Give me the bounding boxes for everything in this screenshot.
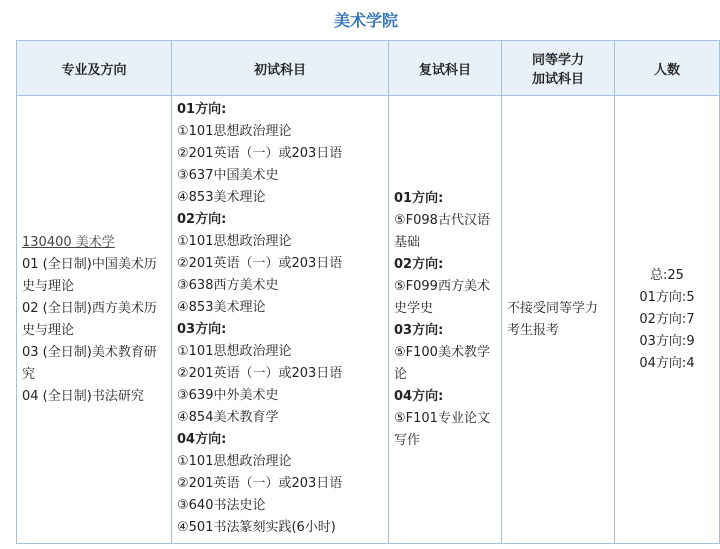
direction-label: 02方向: — [394, 256, 444, 272]
subject-item: ②201英语（一）或203日语 — [177, 366, 343, 381]
major-code-link[interactable]: 130400 美术学 — [22, 234, 115, 250]
direction-label: 04方向: — [394, 388, 444, 404]
major-direction: 03 (全日制)美术教育研究 — [22, 344, 157, 382]
count-direction: 03方向:9 — [639, 333, 695, 349]
major-direction: 02 (全日制)西方美术历史与理论 — [22, 300, 157, 338]
subject-item: ⑤F098古代汉语基础 — [394, 212, 490, 250]
direction-label: 01方向: — [394, 190, 444, 206]
direction-label: 03方向: — [394, 322, 444, 338]
subject-item: ①101思想政治理论 — [177, 454, 292, 469]
direction-label: 04方向: — [177, 432, 227, 447]
major-direction: 01 (全日制)中国美术历史与理论 — [22, 256, 157, 294]
admission-table — [16, 40, 720, 544]
subject-item: ②201英语（一）或203日语 — [177, 146, 343, 161]
table-header-row — [17, 41, 720, 96]
direction-label: 03方向: — [177, 322, 227, 337]
subject-item: ④853美术理论 — [177, 300, 266, 315]
major-direction: 04 (全日制)书法研究 — [22, 388, 144, 404]
subject-item: ④501书法篆刻实践(6小时) — [177, 520, 336, 535]
subject-item: ⑤F101专业论文写作 — [394, 410, 490, 448]
equivalent-cell — [502, 96, 615, 544]
subject-item: ⑤F099西方美术史学史 — [394, 278, 490, 316]
direction-label: 02方向: — [177, 212, 227, 227]
header-equivalent-line2: 加试科目 — [531, 72, 584, 87]
count-direction: 02方向:7 — [639, 311, 695, 327]
retest-subjects-cell — [389, 96, 502, 544]
subject-item: ④853美术理论 — [177, 190, 266, 205]
subject-item: ③638西方美术史 — [177, 278, 279, 293]
subject-item: ①101思想政治理论 — [177, 124, 292, 139]
subject-item: ③640书法史论 — [177, 498, 266, 513]
header-equivalent — [502, 41, 615, 96]
header-retest: 复试科目 — [389, 41, 502, 96]
header-initial: 初试科目 — [172, 41, 389, 96]
table-row — [17, 96, 720, 544]
subject-item: ③637中国美术史 — [177, 168, 279, 183]
header-major: 专业及方向 — [17, 41, 172, 96]
initial-subjects-cell — [172, 96, 389, 544]
subject-item: ⑤F100美术教学论 — [394, 344, 490, 382]
subject-item: ③639中外美术史 — [177, 388, 279, 403]
equivalent-note: 不接受同等学力考生报考 — [507, 300, 599, 338]
header-equivalent-line1: 同等学力 — [531, 53, 584, 68]
count-cell — [615, 96, 720, 544]
subject-item: ②201英语（一）或203日语 — [177, 476, 343, 491]
count-direction: 01方向:5 — [639, 289, 695, 305]
count-total: 总:25 — [650, 267, 684, 283]
subject-item: ②201英语（一）或203日语 — [177, 256, 343, 271]
subject-item: ①101思想政治理论 — [177, 344, 292, 359]
subject-item: ①101思想政治理论 — [177, 234, 292, 249]
direction-label: 01方向: — [177, 102, 227, 117]
subject-item: ④854美术教育学 — [177, 410, 279, 425]
major-cell — [17, 96, 172, 544]
page-title: 美术学院 — [333, 11, 398, 30]
count-direction: 04方向:4 — [639, 355, 695, 371]
header-count: 人数 — [615, 41, 720, 96]
